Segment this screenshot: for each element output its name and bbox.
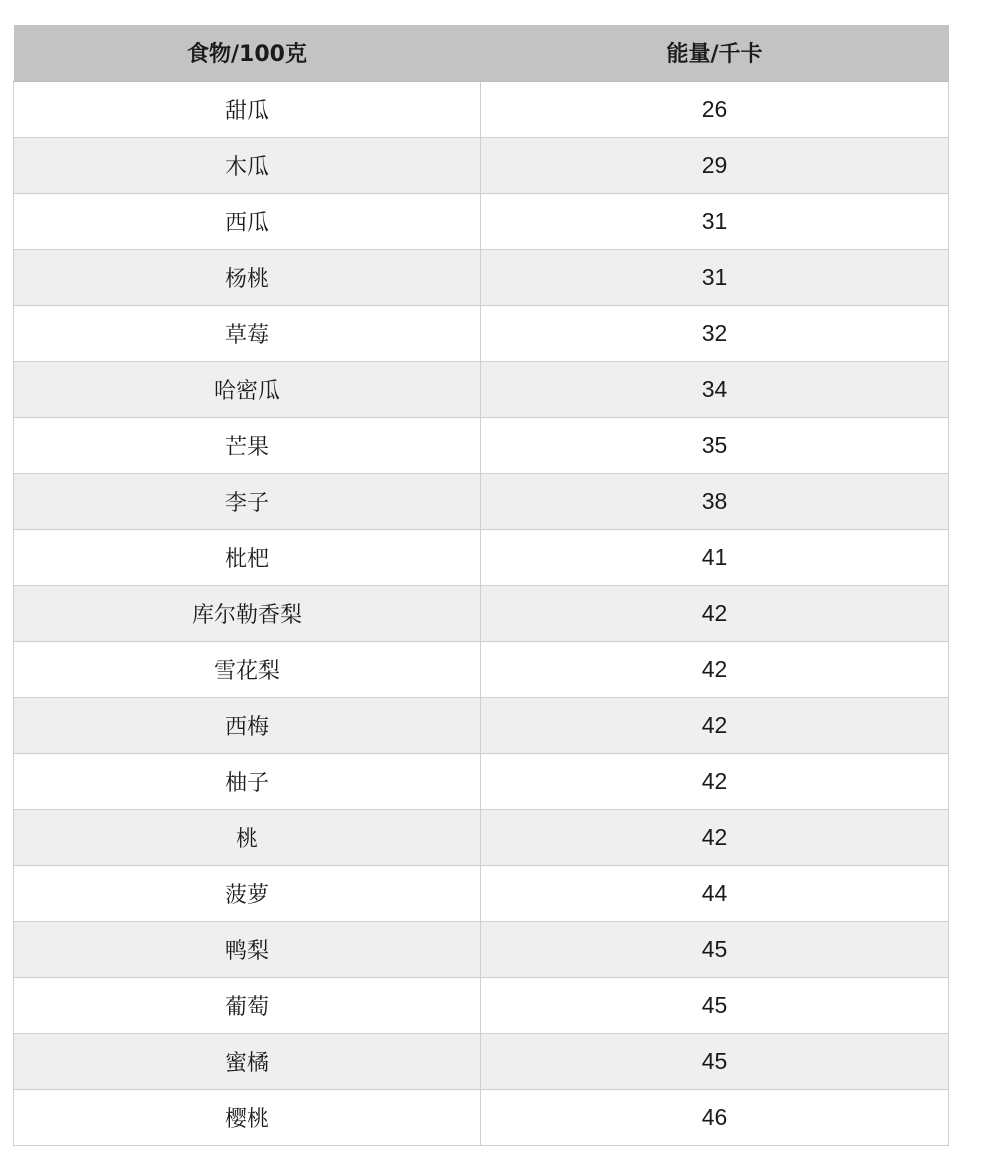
energy-value-cell: 42 [481, 809, 949, 865]
table-row [14, 697, 949, 753]
header-row [14, 25, 949, 81]
fruit-calorie-table [13, 25, 949, 1146]
table-row [14, 809, 949, 865]
food-name-cell: 李子 [14, 473, 481, 529]
energy-value-cell: 46 [481, 1089, 949, 1145]
column-header-energy: 能量/千卡 [481, 25, 949, 81]
table-row [14, 137, 949, 193]
table-row [14, 1033, 949, 1089]
table-row [14, 585, 949, 641]
energy-value-cell: 45 [481, 977, 949, 1033]
food-name-cell: 桃 [14, 809, 481, 865]
food-name-cell: 枇杷 [14, 529, 481, 585]
table-row [14, 921, 949, 977]
food-name-cell: 草莓 [14, 305, 481, 361]
table-row [14, 865, 949, 921]
column-header-food: 食物/100克 [14, 25, 481, 81]
food-name-cell: 柚子 [14, 753, 481, 809]
food-name-cell: 木瓜 [14, 137, 481, 193]
energy-value-cell: 42 [481, 753, 949, 809]
table-row [14, 529, 949, 585]
energy-value-cell: 34 [481, 361, 949, 417]
food-name-cell: 库尔勒香梨 [14, 585, 481, 641]
energy-value-cell: 31 [481, 249, 949, 305]
energy-value-cell: 42 [481, 585, 949, 641]
food-name-cell: 蜜橘 [14, 1033, 481, 1089]
energy-value-cell: 26 [481, 81, 949, 137]
table-row [14, 249, 949, 305]
food-name-cell: 樱桃 [14, 1089, 481, 1145]
food-name-cell: 哈密瓜 [14, 361, 481, 417]
food-name-cell: 菠萝 [14, 865, 481, 921]
table-row [14, 473, 949, 529]
food-name-cell: 雪花梨 [14, 641, 481, 697]
food-name-cell: 西瓜 [14, 193, 481, 249]
table-row [14, 417, 949, 473]
energy-value-cell: 42 [481, 641, 949, 697]
energy-value-cell: 29 [481, 137, 949, 193]
table-header [14, 25, 949, 81]
energy-value-cell: 45 [481, 921, 949, 977]
table-row [14, 305, 949, 361]
food-name-cell: 杨桃 [14, 249, 481, 305]
food-name-cell: 芒果 [14, 417, 481, 473]
table-row [14, 1089, 949, 1145]
energy-value-cell: 38 [481, 473, 949, 529]
calorie-table-container [13, 25, 948, 1146]
energy-value-cell: 35 [481, 417, 949, 473]
table-row [14, 641, 949, 697]
energy-value-cell: 42 [481, 697, 949, 753]
table-row [14, 361, 949, 417]
table-row [14, 977, 949, 1033]
table-row [14, 193, 949, 249]
food-name-cell: 鸭梨 [14, 921, 481, 977]
food-name-cell: 甜瓜 [14, 81, 481, 137]
energy-value-cell: 31 [481, 193, 949, 249]
energy-value-cell: 41 [481, 529, 949, 585]
food-name-cell: 葡萄 [14, 977, 481, 1033]
energy-value-cell: 32 [481, 305, 949, 361]
table-row [14, 753, 949, 809]
energy-value-cell: 45 [481, 1033, 949, 1089]
food-name-cell: 西梅 [14, 697, 481, 753]
energy-value-cell: 44 [481, 865, 949, 921]
table-row [14, 81, 949, 137]
table-body [14, 81, 949, 1145]
